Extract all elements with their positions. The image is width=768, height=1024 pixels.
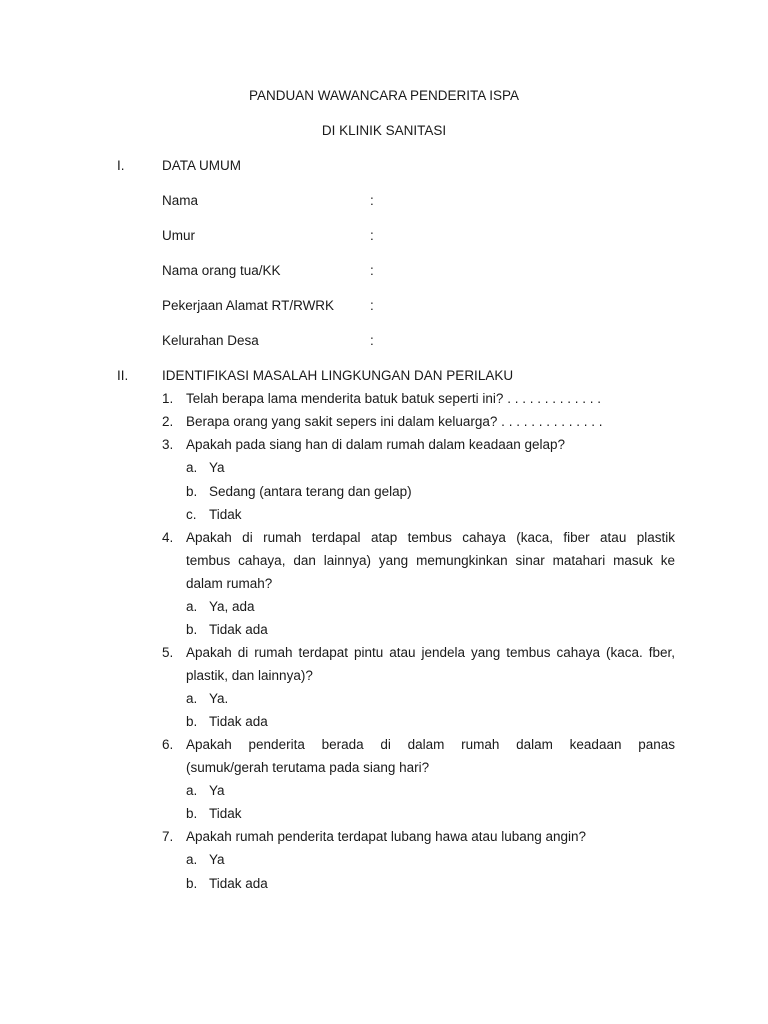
option-letter: b. [186,622,198,637]
option-text: Ya. [209,691,229,706]
field-label-nama-orang-tua: Nama orang tua/KK [162,263,281,278]
option-letter: a. [186,599,198,614]
question-number: 3. [162,437,174,452]
field-label-nama: Nama [162,193,199,208]
question-text: Berapa orang yang sakit sepers ini dalam keluarga? . . . . . . . . . . . . . . [186,414,603,429]
option-letter: b. [186,484,198,499]
field-separator: : [370,193,374,208]
option-text: Sedang (antara terang dan gelap) [209,484,412,499]
section-number: I. [117,158,125,173]
option-letter: b. [186,806,198,821]
field-separator: : [370,333,374,348]
field-separator: : [370,298,374,313]
option-text: Ya [209,783,225,798]
question-text-line: (sumuk/gerah terutama pada siang hari? [186,760,430,775]
option-text: Ya, ada [209,599,255,614]
option-letter: a. [186,852,198,867]
section-heading: DATA UMUM [162,158,241,173]
question-text-line: plastik, dan lainnya)? [186,668,313,683]
question-number: 5. [162,645,174,660]
question-text-line: tembus cahaya, dan lainnya) yang memungkinkan sinar matahari masuk ke [186,553,675,568]
question-text-line: Apakah penderita berada di dalam rumah dalam keadaan panas [186,737,675,752]
question-number: 1. [162,391,174,406]
option-letter: b. [186,876,198,891]
field-label-pekerjaan-alamat: Pekerjaan Alamat RT/RWRK [162,298,335,313]
question-number: 4. [162,530,174,545]
option-text: Tidak ada [209,622,268,637]
field-label-kelurahan-desa: Kelurahan Desa [162,333,259,348]
question-text: Apakah rumah penderita terdapat lubang hawa atau lubang angin? [186,829,587,844]
section-number: II. [117,368,129,383]
option-text: Tidak [209,806,242,821]
option-text: Ya [209,852,225,867]
question-number: 2. [162,414,174,429]
document-subtitle: DI KLINIK SANITASI [321,123,447,138]
option-letter: a. [186,691,198,706]
question-text-line: dalam rumah? [186,576,273,591]
question-number: 7. [162,829,174,844]
question-text-line: Apakah di rumah terdapat pintu atau jendela yang tembus cahaya (kaca. fber, [186,645,675,660]
field-label-umur: Umur [162,228,195,243]
option-letter: b. [186,714,198,729]
option-letter: c. [186,507,197,522]
question-text: Apakah pada siang han di dalam rumah dalam keadaan gelap? [186,437,566,452]
question-text-line: Apakah di rumah terdapal atap tembus cahaya (kaca, fiber atau plastik [186,530,675,545]
option-letter: a. [186,460,198,475]
section-heading: IDENTIFIKASI MASALAH LINGKUNGAN DAN PERILAKU [162,368,514,383]
option-text: Tidak [209,507,242,522]
option-text: Tidak ada [209,714,268,729]
option-letter: a. [186,783,198,798]
option-text: Tidak ada [209,876,268,891]
option-text: Ya [209,460,225,475]
document-title: PANDUAN WAWANCARA PENDERITA ISPA [248,88,520,103]
field-separator: : [370,228,374,243]
question-text: Telah berapa lama menderita batuk batuk seperti ini? . . . . . . . . . . . . . [186,391,601,406]
field-separator: : [370,263,374,278]
question-number: 6. [162,737,174,752]
